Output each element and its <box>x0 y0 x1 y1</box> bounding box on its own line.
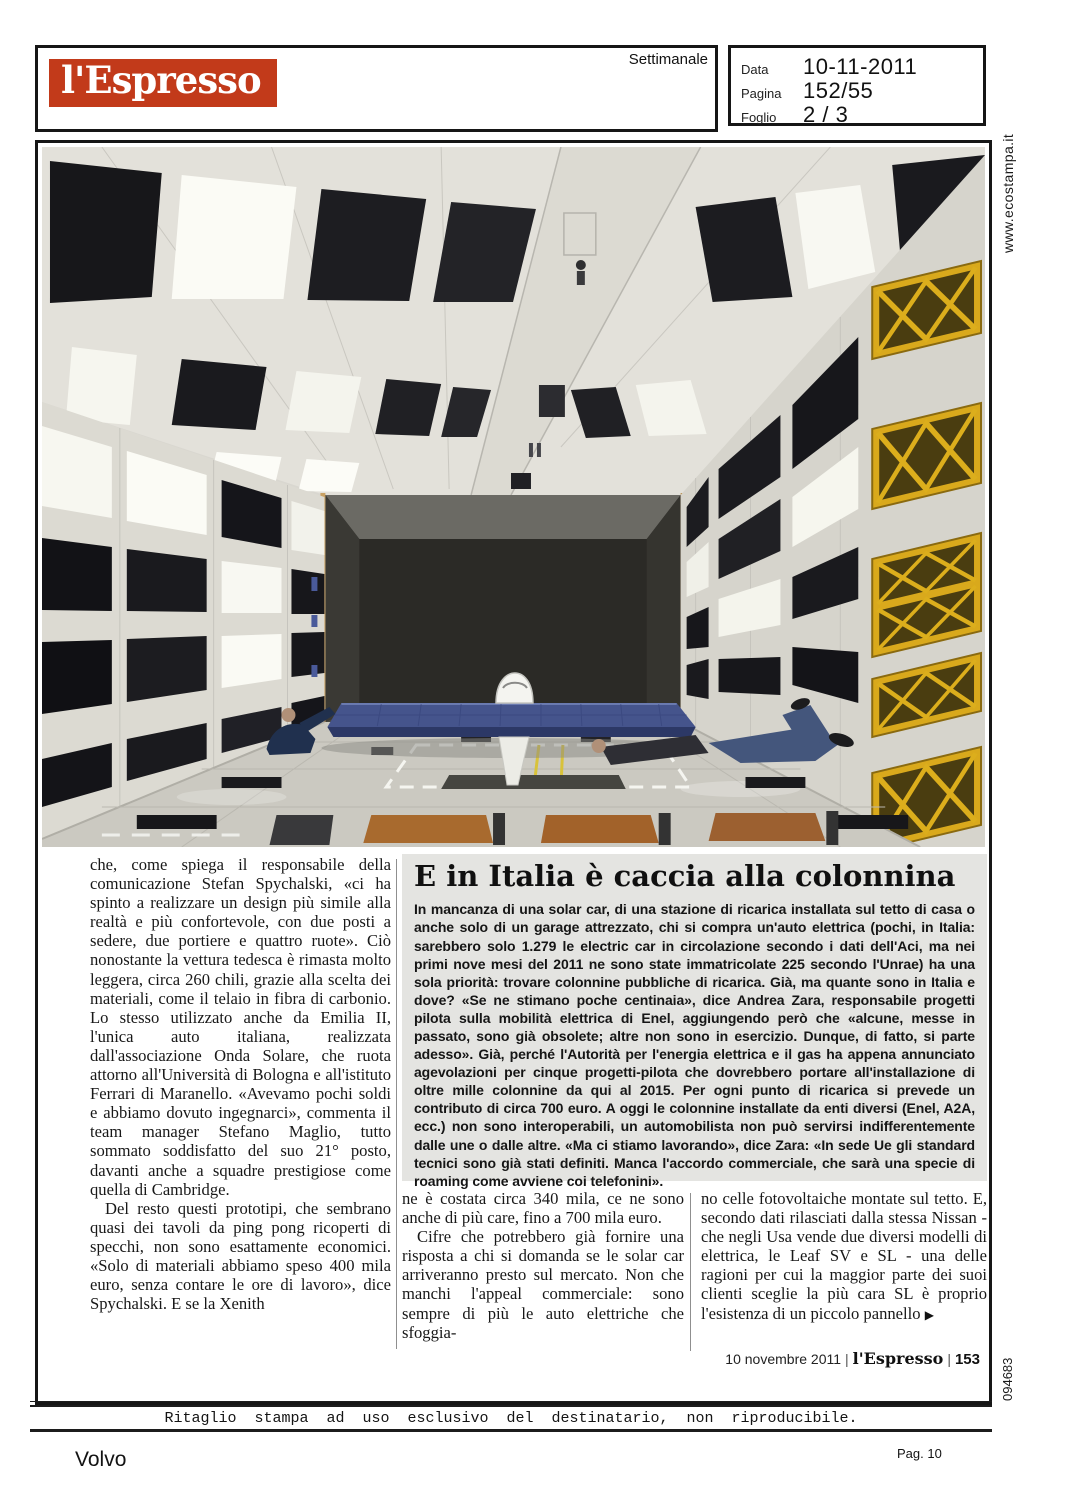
disclaimer-strip <box>30 1405 992 1432</box>
right-paragraph-text: no celle fotovoltaiche montate sul tetto. E, secondo dati rilasciati dalla stessa Nissan - che negli Usa vende due diversi modelli di elettrica, le Leaf SV e SL - una delle ragioni per cui la maggior parte dei suoi clienti sceglie la più cara SL è proprio l'esistenza di un piccolo pannello <box>701 1189 987 1323</box>
left-paragraph-2: Del resto questi prototipi, che sembrano quasi dei tavoli da ping pong ricoperti di specchi, non sono esattamente economici. «Solo di materiali abbiamo speso 400 mila euro, senza contare le ore di lavoro», dice Spychalski. E se la Xenith <box>90 1198 391 1314</box>
meta-value-data: 10-11-2011 <box>803 54 918 79</box>
clipping-page-ref: Pag. 10 <box>897 1446 942 1461</box>
dateline-magazine: l'Espresso <box>852 1349 944 1368</box>
meta-label-pagina: Pagina <box>741 86 782 101</box>
continuation-arrow-icon: ▶ <box>924 1307 934 1322</box>
dateline-date: 10 novembre 2011 <box>725 1351 842 1367</box>
ecostampa-website-label: www.ecostampa.it <box>1000 133 1016 253</box>
client-name: Volvo <box>75 1448 127 1471</box>
wind-tunnel-illustration <box>42 147 985 847</box>
frequency-label: Settimanale <box>628 51 708 68</box>
article-left-column <box>90 855 391 1353</box>
disclaimer-text: Ritaglio stampa ad uso esclusivo del destinatario, non riproducibile. <box>164 1409 858 1427</box>
article-right-column <box>701 1189 987 1351</box>
clip-code-label: 094683 <box>1000 1357 1015 1401</box>
espresso-logo: l'Espresso <box>49 59 277 107</box>
column-rule <box>396 859 397 1349</box>
dateline-separator: | <box>845 1351 849 1367</box>
meta-label-data: Data <box>741 62 769 77</box>
meta-value-foglio: 2 / 3 <box>803 102 849 127</box>
clipping-meta-box <box>728 45 986 126</box>
article-middle-column <box>402 1189 684 1351</box>
right-paragraph-1 <box>701 1189 987 1325</box>
magazine-dateline <box>725 1349 980 1368</box>
left-paragraph-1: che, come spiega il responsabile della comunicazione Stefan Spychalski, «ci ha spinto a realizzare un design più simile alla realtà e più confortevole, con due posti a sedere, due portiere e quattro ruote». Ciò nonostante la vettura tedesca è rimasta molto leggera, circa 260 chili, grazie alla scelta dei materiali, come il telaio in fibra di carbonio. Lo stesso utilizzato anche da Emilia II, l'unica auto italiana, realizzata dall'associazione Onda Solare, che ruota attorno all'Università di Bologna e all'istituto Ferrari di Maranello. «Avevamo pochi soldi e abbiamo dovuto ingegnarci», commenta il team manager Stefano Maglio, tutto sommato soddisfatto del suo 21° posto, davanti anche a squadre prestigiose come quella di Cambridge. <box>90 855 391 1199</box>
meta-row-pagina <box>741 78 983 102</box>
meta-row-foglio <box>741 102 983 126</box>
dateline-page-number: 153 <box>954 1351 980 1368</box>
sidebar-box <box>402 854 987 1189</box>
wind-tunnel-photo <box>42 147 985 847</box>
meta-value-pagina: 152/55 <box>803 78 874 103</box>
meta-row-data <box>741 54 983 78</box>
middle-paragraph-1: ne è costata circa 340 mila, ce ne sono anche di più care, fino a 700 mila euro. <box>402 1189 684 1228</box>
dateline-separator: | <box>947 1351 951 1367</box>
middle-paragraph-2: Cifre che potrebbero già fornire una risposta a chi si domanda se le solar car arriveranno presto sul mercato. Non che manchi l'appeal commerciale: sono sempre di più le auto elettriche che sfoggia- <box>402 1227 684 1342</box>
masthead-box <box>35 45 718 132</box>
meta-label-foglio: Foglio <box>741 110 777 125</box>
sidebar-box-title: E in Italia è caccia alla colonnina <box>414 859 956 893</box>
sidebar-box-body: In mancanza di una solar car, di una stazione di ricarica installata sul tetto di casa o anche solo di un garage attrezzato, chi si compra un'auto elettrica (pochi, in Italia: sarebbero solo 1.279 le electric car in circolazione secondo i dati dell'Aci, ma nei primi nove mesi del 2011 ne sono state immatricolate 225 secondo l'Unrae) ha una sola priorità: trovare colonnine pubbliche di ricarica. Già, ma quante sono in Italia e dove? «Se ne stimano poche centinaia», dice Andrea Zara, responsabile progetti pilota sulla mobilità elettrica di Enel, aggiungendo però che «alcune, messe in passato, sono già obsolete; altre non sono in esercizio. Dunque, di fatto, si parte adesso». Già, perché l'Autorità per l'energia elettrica e il gas ha appena annunciato agevolazioni per cinque progetti-pilota che dovrebbero portare all'installazione di oltre mille colonnine da qui al 2015. Per ogni punto di ricarica si prevede un contributo di circa 700 euro. A oggi le colonnine installate da enti diversi (Enel, A2A, ecc.) non sono interoperabili, un automobilista non può servirsi indifferentemente dalle une o dalle altre. «Ma ci stiamo lavorando», dice Zara: «In sede Ue gli standard tecnici sono già stati definiti. Manca l'accordo commerciale, che sarà una specie di roaming come avviene coi telefonini». <box>414 901 975 1189</box>
column-rule <box>690 1193 691 1351</box>
article-frame <box>35 140 992 1405</box>
